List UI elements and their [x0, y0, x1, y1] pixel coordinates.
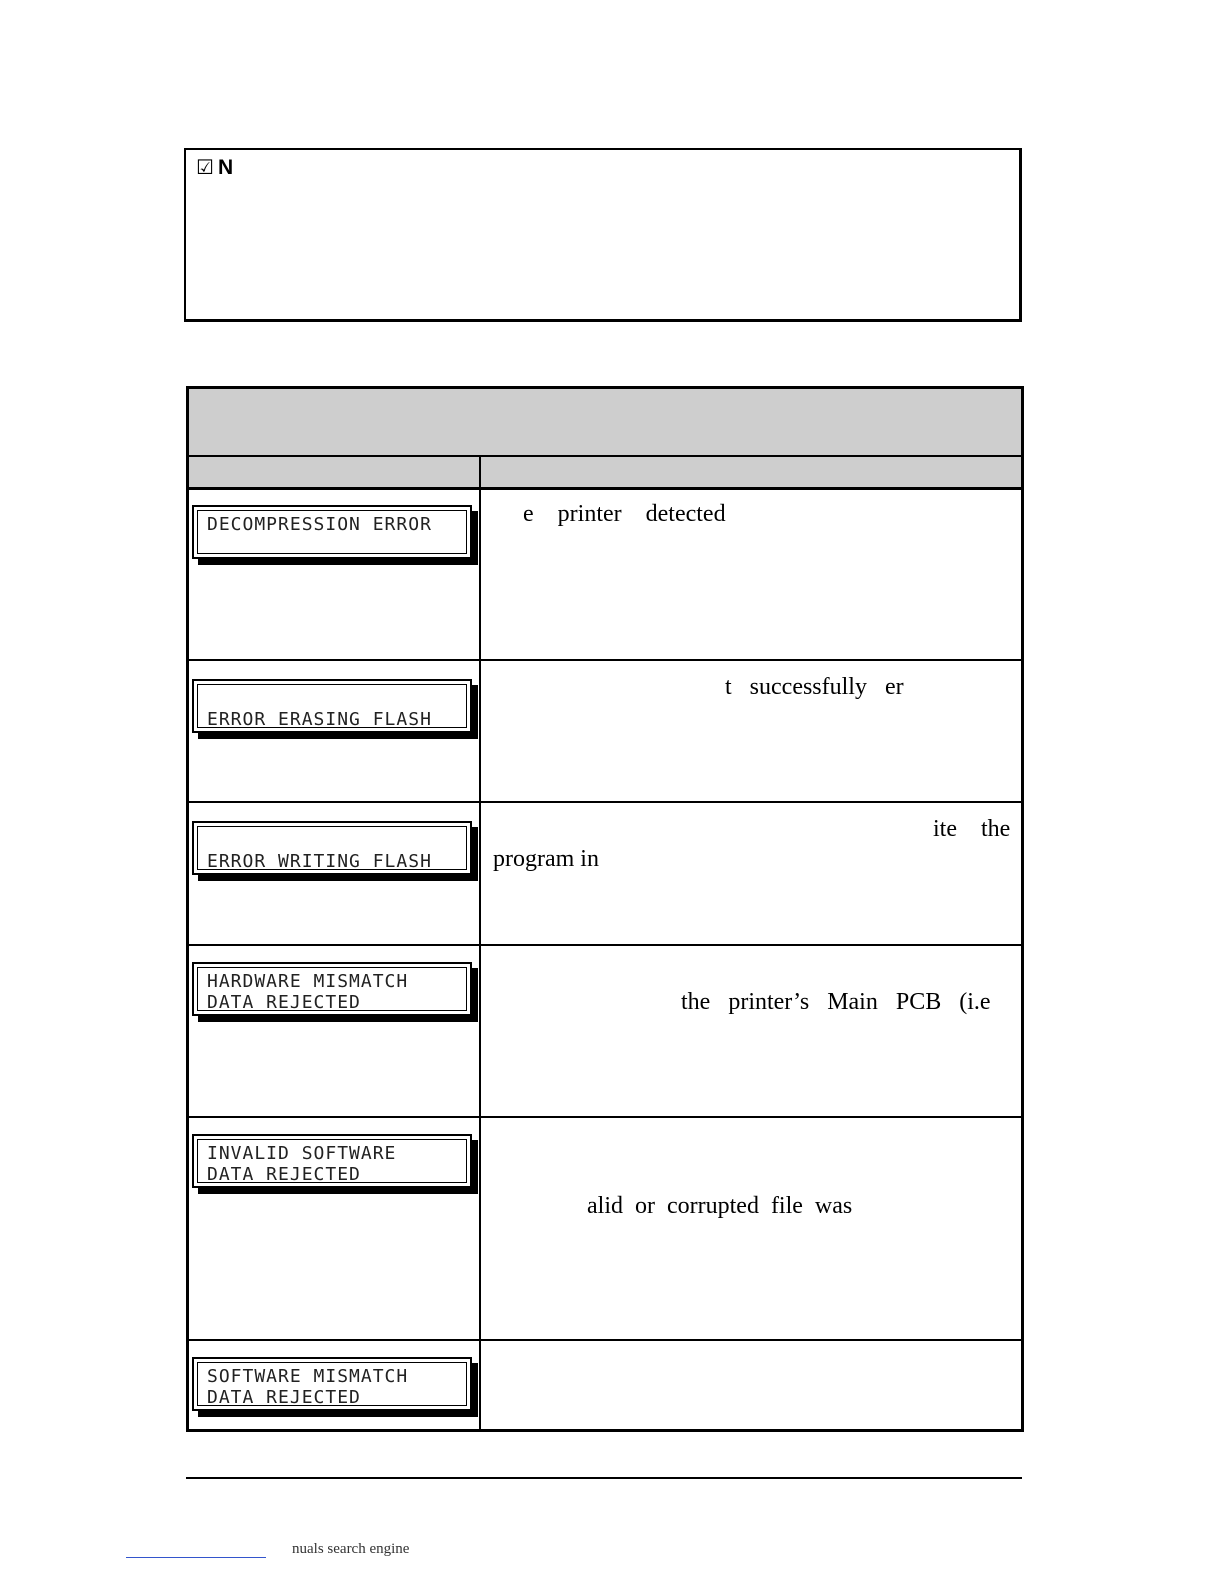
lcd-display	[192, 679, 472, 733]
table-row	[189, 944, 1021, 1116]
table-row	[189, 487, 1021, 657]
lcd-line-1: SOFTWARE MISMATCH	[207, 1366, 409, 1387]
lcd-line-1: HARDWARE MISMATCH	[207, 971, 409, 992]
footer-link-underline[interactable]	[126, 1557, 266, 1558]
row-description: e printer detected	[523, 501, 726, 527]
footer-text: nuals search engine	[292, 1541, 410, 1557]
lcd-display	[192, 821, 472, 875]
table-row	[189, 1116, 1021, 1338]
row-description: the printer’s Main PCB (i.e	[681, 989, 991, 1015]
checkbox-icon: ☑	[196, 155, 214, 179]
row-description: alid or corrupted file was	[587, 1193, 853, 1219]
row-description-line-1: ite the	[933, 816, 1011, 842]
footer-rule	[186, 1477, 1022, 1479]
lcd-line-2: DATA REJECTED	[207, 992, 361, 1013]
note-heading	[196, 155, 233, 180]
note-box	[184, 148, 1022, 322]
lcd-line-1: DECOMPRESSION ERROR	[207, 514, 432, 535]
lcd-line-2: ERROR ERASING FLASH	[207, 709, 432, 730]
table-row	[189, 1339, 1021, 1431]
lcd-display	[192, 962, 472, 1016]
table-row	[189, 659, 1021, 801]
row-description: t successfully er	[725, 674, 904, 700]
message-table	[186, 386, 1024, 1432]
lcd-line-2: DATA REJECTED	[207, 1164, 361, 1185]
lcd-display	[192, 1357, 472, 1411]
row-description-line-2: program in	[493, 846, 599, 872]
table-row	[189, 801, 1021, 943]
table-column-header	[189, 457, 1021, 490]
lcd-line-2: DATA REJECTED	[207, 1387, 361, 1408]
lcd-line-2: ERROR WRITING FLASH	[207, 851, 432, 872]
lcd-display	[192, 1134, 472, 1188]
note-label: N	[217, 156, 234, 179]
lcd-line-1: INVALID SOFTWARE	[207, 1143, 397, 1164]
table-title-band	[189, 389, 1021, 457]
lcd-display	[192, 505, 472, 559]
